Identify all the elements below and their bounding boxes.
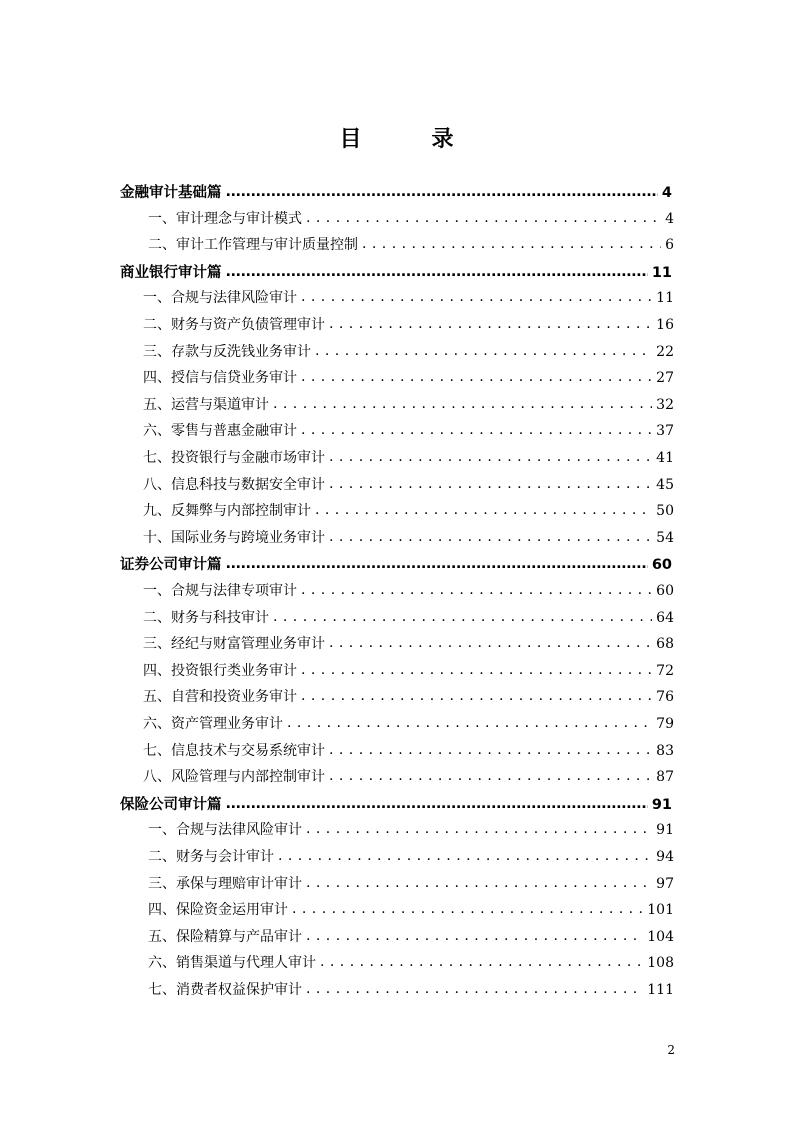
- toc-entry-label: 四、投资银行类业务审计: [143, 662, 297, 679]
- toc-subsection-entry[interactable]: [148, 979, 674, 999]
- toc-entry-page-number: 27: [656, 370, 674, 387]
- toc-dot-leader: [226, 184, 658, 200]
- toc-entry-page-number: 91: [656, 822, 674, 839]
- toc-dot-leader: [329, 768, 652, 784]
- toc-entry-label: 六、零售与普惠金融审计: [143, 423, 297, 440]
- toc-entry-label: 二、财务与科技审计: [143, 609, 269, 626]
- toc-dot-leader: [320, 954, 643, 970]
- toc-entry-page-number: 64: [656, 609, 674, 626]
- toc-entry-label: 三、经纪与财富管理业务审计: [143, 636, 325, 653]
- toc-entry-page-number: 4: [661, 185, 672, 201]
- toc-subsection-entry[interactable]: [148, 208, 674, 228]
- toc-entry-label: 七、消费者权益保护审计: [148, 982, 302, 998]
- toc-subsection-entry[interactable]: [143, 660, 674, 680]
- toc-entry-label: 商业银行审计篇: [120, 264, 222, 281]
- page-number: 2: [667, 1043, 675, 1057]
- toc-entry-label: 证券公司审计篇: [120, 557, 222, 574]
- toc-entry-label: 二、财务与会计审计: [148, 849, 274, 865]
- toc-entry-page-number: 4: [665, 210, 674, 227]
- toc-dot-leader: [362, 236, 661, 252]
- toc-entry-page-number: 11: [651, 264, 672, 281]
- toc-dot-leader: [329, 529, 652, 545]
- toc-entry-page-number: 79: [656, 716, 674, 732]
- toc-entry-label: 五、保险精算与产品审计: [148, 928, 302, 945]
- toc-subsection-entry[interactable]: [143, 394, 674, 414]
- toc-entry-page-number: 41: [656, 450, 674, 466]
- toc-dot-leader: [301, 422, 652, 438]
- toc-dot-leader: [226, 796, 648, 812]
- toc-subsection-entry[interactable]: [143, 633, 674, 653]
- toc-subsection-entry[interactable]: [143, 713, 674, 733]
- title-char-right: 录: [431, 127, 454, 152]
- toc-dot-leader: [273, 609, 652, 625]
- toc-dot-leader: [226, 556, 648, 572]
- toc-entry-page-number: 111: [647, 982, 674, 998]
- toc-subsection-entry[interactable]: [143, 766, 674, 786]
- toc-dot-leader: [301, 688, 652, 704]
- toc-dot-leader: [306, 981, 643, 997]
- toc-subsection-entry[interactable]: [143, 314, 674, 334]
- toc-entry-label: 七、投资银行与金融市场审计: [143, 450, 325, 466]
- toc-dot-leader: [329, 742, 652, 758]
- toc-dot-leader: [315, 502, 652, 518]
- toc-subsection-entry[interactable]: [143, 287, 674, 307]
- toc-entry-page-number: 94: [656, 849, 674, 865]
- toc-section-entry[interactable]: [120, 793, 672, 814]
- toc-entry-label: 六、销售渠道与代理人审计: [148, 955, 316, 972]
- toc-dot-leader: [292, 901, 643, 917]
- toc-section-entry[interactable]: [120, 181, 672, 202]
- toc-dot-leader: [329, 449, 652, 465]
- toc-dot-leader: [273, 396, 652, 412]
- toc-entry-label: 四、保险资金运用审计: [148, 902, 288, 919]
- toc-entry-page-number: 68: [656, 636, 674, 653]
- toc-subsection-entry[interactable]: [143, 367, 674, 387]
- toc-subsection-entry[interactable]: [143, 740, 674, 760]
- toc-dot-leader: [329, 476, 652, 492]
- toc-entry-label: 金融审计基础篇: [120, 185, 222, 201]
- toc-subsection-entry[interactable]: [148, 952, 674, 972]
- toc-dot-leader: [301, 582, 652, 598]
- toc-entry-page-number: 22: [656, 343, 674, 360]
- toc-entry-page-number: 87: [656, 769, 674, 786]
- toc-entry-page-number: 50: [656, 503, 674, 520]
- toc-dot-leader: [301, 662, 652, 678]
- toc-entry-page-number: 91: [651, 796, 672, 813]
- toc-subsection-entry[interactable]: [143, 341, 674, 361]
- toc-subsection-entry[interactable]: [143, 500, 674, 520]
- toc-subsection-entry[interactable]: [148, 926, 674, 946]
- toc-dot-leader: [306, 875, 652, 891]
- toc-entry-label: 三、承保与理赔审计审计: [148, 875, 302, 892]
- toc-entry-page-number: 104: [647, 928, 674, 945]
- toc-entry-page-number: 83: [656, 742, 674, 759]
- toc-entry-page-number: 11: [656, 290, 674, 307]
- toc-entry-label: 一、审计理念与审计模式: [148, 210, 302, 227]
- toc-subsection-entry[interactable]: [143, 607, 674, 627]
- toc-entry-label: 九、反舞弊与内部控制审计: [143, 503, 311, 520]
- toc-subsection-entry[interactable]: [148, 873, 674, 893]
- toc-section-entry[interactable]: [120, 553, 672, 574]
- toc-dot-leader: [301, 289, 652, 305]
- toc-entry-label: 七、信息技术与交易系统审计: [143, 742, 325, 759]
- toc-subsection-entry[interactable]: [148, 899, 674, 919]
- toc-entry-page-number: 60: [651, 557, 672, 574]
- toc-entry-page-number: 16: [656, 317, 674, 333]
- toc-section-entry[interactable]: [120, 261, 672, 282]
- toc-entry-page-number: 72: [656, 662, 674, 679]
- toc-entry-label: 四、授信与信贷业务审计: [143, 370, 297, 387]
- title-char-left: 目: [339, 127, 362, 152]
- toc-subsection-entry[interactable]: [148, 846, 674, 866]
- toc-dot-leader: [329, 635, 652, 651]
- toc-subsection-entry[interactable]: [143, 580, 674, 600]
- toc-subsection-entry[interactable]: [143, 420, 674, 440]
- toc-entry-page-number: 54: [656, 529, 674, 546]
- toc-entry-label: 一、合规与法律风险审计: [148, 822, 302, 839]
- toc-entry-label: 三、存款与反洗钱业务审计: [143, 343, 311, 360]
- toc-dot-leader: [226, 264, 648, 280]
- toc-entry-page-number: 60: [656, 583, 674, 599]
- toc-entry-page-number: 101: [647, 902, 674, 919]
- toc-dot-leader: [287, 715, 652, 731]
- toc-entry-label: 二、财务与资产负债管理审计: [143, 317, 325, 333]
- toc-entry-page-number: 45: [656, 476, 674, 493]
- toc-entry-page-number: 97: [656, 875, 674, 892]
- toc-dot-leader: [315, 343, 652, 359]
- toc-dot-leader: [329, 316, 652, 332]
- toc-entry-label: 五、自营和投资业务审计: [143, 689, 297, 706]
- toc-subsection-entry[interactable]: [148, 819, 674, 839]
- toc-entry-page-number: 32: [656, 396, 674, 413]
- toc-entry-label: 一、合规与法律专项审计: [143, 583, 297, 599]
- toc-entry-label: 保险公司审计篇: [120, 796, 222, 813]
- toc-subsection-entry[interactable]: [143, 527, 674, 547]
- toc-dot-leader: [306, 821, 652, 837]
- toc-subsection-entry[interactable]: [143, 686, 674, 706]
- toc-dot-leader: [301, 369, 652, 385]
- toc-entry-label: 五、运营与渠道审计: [143, 396, 269, 413]
- toc-entry-page-number: 108: [647, 955, 674, 972]
- toc-entry-page-number: 6: [665, 237, 674, 254]
- toc-entry-label: 十、国际业务与跨境业务审计: [143, 529, 325, 546]
- toc-entry-label: 八、风险管理与内部控制审计: [143, 769, 325, 786]
- toc-subsection-entry[interactable]: [143, 447, 674, 467]
- toc-dot-leader: [306, 928, 643, 944]
- toc-subsection-entry[interactable]: [148, 234, 674, 254]
- toc-entry-page-number: 76: [656, 689, 674, 706]
- toc-dot-leader: [278, 848, 652, 864]
- toc-entry-page-number: 37: [656, 423, 674, 440]
- toc-entry-label: 六、资产管理业务审计: [143, 716, 283, 732]
- toc-entry-label: 一、合规与法律风险审计: [143, 290, 297, 307]
- toc-entry-label: 八、信息科技与数据安全审计: [143, 476, 325, 493]
- toc-subsection-entry[interactable]: [143, 474, 674, 494]
- toc-dot-leader: [306, 210, 661, 226]
- toc-entry-label: 二、审计工作管理与审计质量控制: [148, 237, 358, 254]
